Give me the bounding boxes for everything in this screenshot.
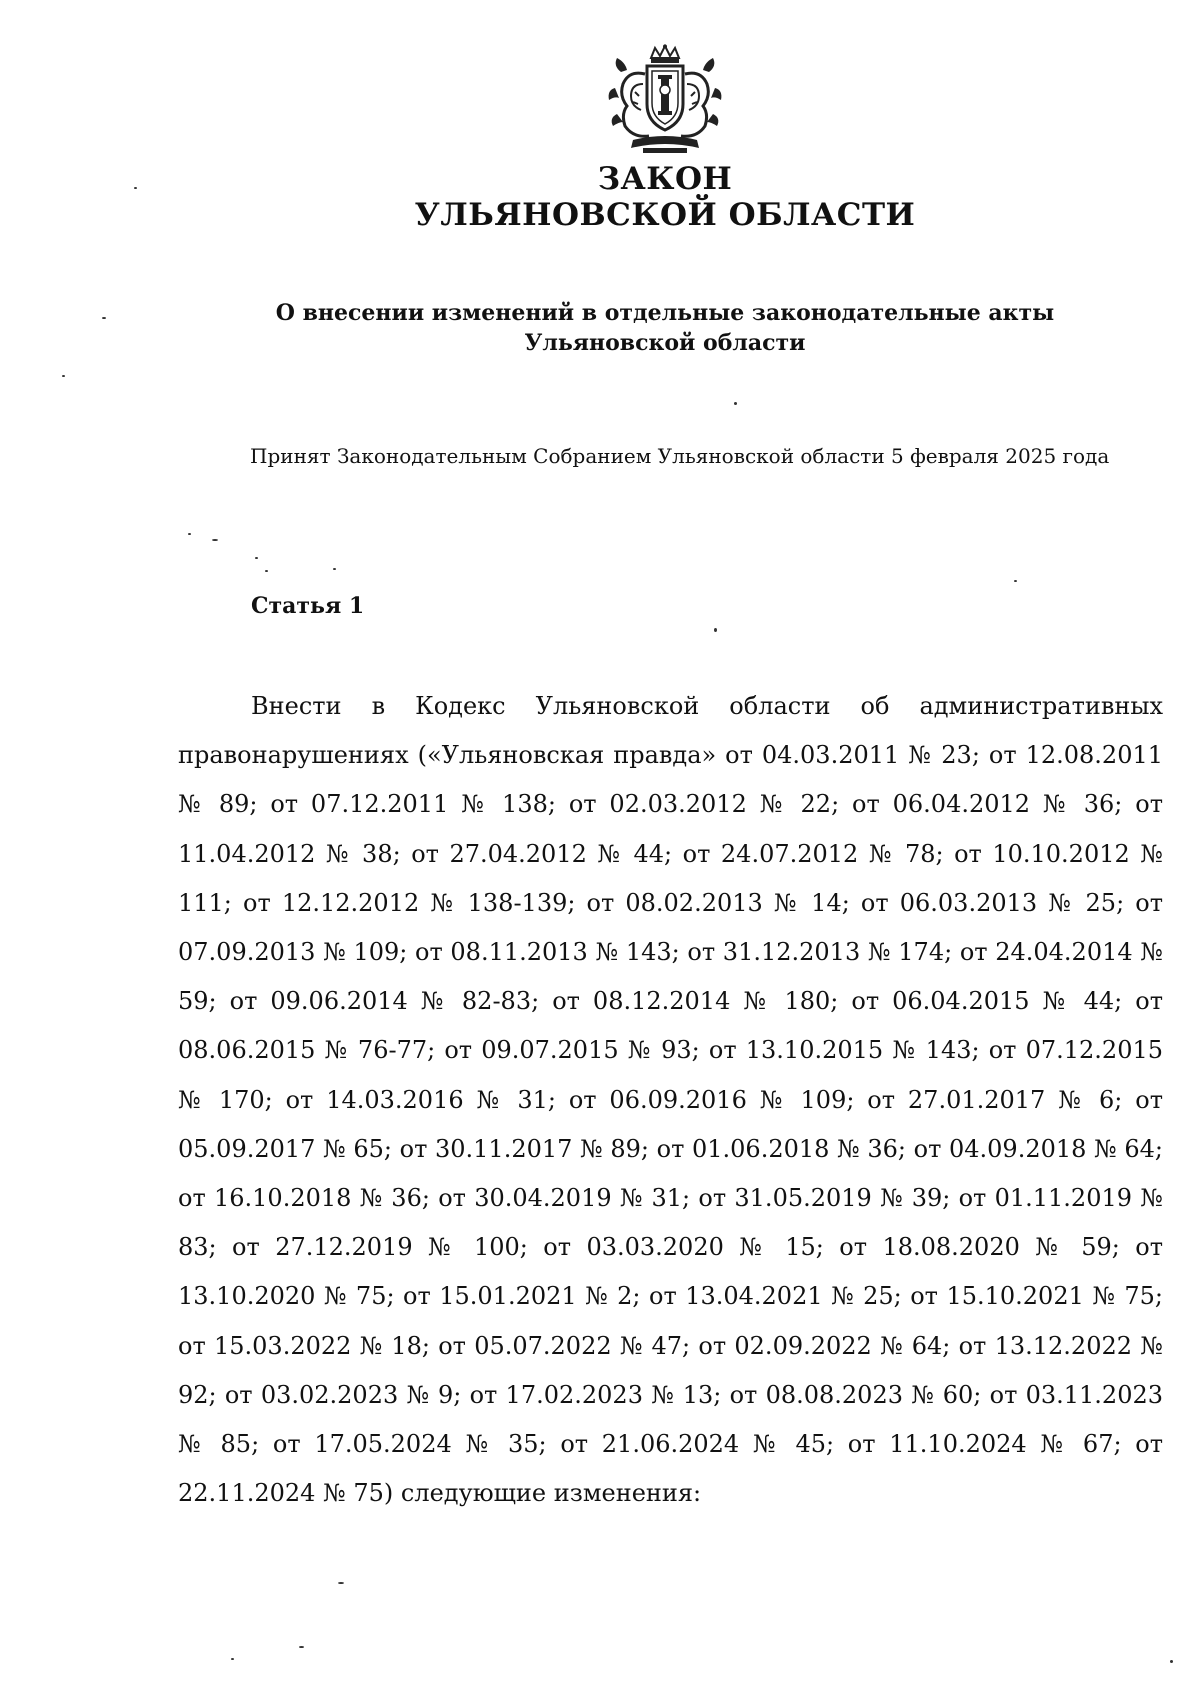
scan-speck (134, 187, 137, 189)
scan-speck (338, 1582, 344, 1584)
scan-speck (1014, 580, 1017, 582)
scan-speck (714, 628, 717, 632)
scan-speck (333, 568, 336, 570)
scan-speck (212, 539, 218, 541)
scan-speck (62, 375, 65, 377)
adoption-statement: Принят Законодательным Собранием Ульяновской области 5 февраля 2025 года (250, 444, 1110, 468)
law-title: ЗАКОН (597, 161, 733, 197)
coat-of-arms-icon (603, 44, 727, 156)
scan-speck (299, 1646, 304, 1648)
scan-speck (231, 1658, 234, 1660)
article-body: Внести в Кодекс Ульяновской области об административных правонарушениях («Ульяновская правда» от 04.03.2011 № 23; от 12.08.2011 № 89; от 07.12.2011 № 138; от 02.03.2012 № 22; от 06.04.2012 № 36; от 11.04.2012 № 38; от 27.04.2012 № 44; от 24.07.2012 № 78; от 10.10.2012 № 111; от 12.12.2012 № 138-139; от 08.02.2013 № 14; от 06.03.2013 № 25; от 07.09.2013 № 109; от 08.11.2013 № 143; от 31.12.2013 № 174; от 24.04.2014 № 59; от 09.06.2014 № 82-83; от 08.12.2014 № 180; от 06.04.2015 № 44; от 08.06.2015 № 76-77; от 09.07.2015 № 93; от 13.10.2015 № 143; от 07.12.2015 № 170; от 14.03.2016 № 31; от 06.09.2016 № 109; от 27.01.2017 № 6; от 05.09.2017 № 65; от 30.11.2017 № 89; от 01.06.2018 № 36; от 04.09.2018 № 64; от 16.10.2018 № 36; от 30.04.2019 № 31; от 31.05.2019 № 39; от 01.11.2019 № 83; от 27.12.2019 № 100; от 03.03.2020 № 15; от 18.08.2020 № 59; от 13.10.2020 № 75; от 15.01.2021 № 2; от 13.04.2021 № 25; от 15.10.2021 № 75; от 15.03.2022 № 18; от 05.07.2022 № 47; от 02.09.2022 № 64; от 13.12.2022 № 92; от 03.02.2023 № 9; от 17.02.2023 № 13; от 08.08.2023 № 60; от 03.11.2023 № 85; от 17.05.2024 № 35; от 21.06.2024 № 45; от 11.10.2024 № 67; от 22.11.2024 № 75) следующие изменения: (178, 692, 1163, 1508)
scan-speck (188, 533, 191, 535)
law-subject-continued: Ульяновской области (524, 330, 806, 356)
scan-speck (102, 317, 106, 319)
law-title-region: УЛЬЯНОВСКОЙ ОБЛАСТИ (414, 197, 916, 233)
scan-speck (734, 402, 737, 405)
scan-speck (265, 570, 268, 572)
law-subject: О внесении изменений в отдельные законодательные акты (275, 300, 1055, 326)
scan-speck (255, 557, 258, 559)
article-heading: Статья 1 (251, 593, 365, 619)
scan-speck (1170, 1660, 1173, 1663)
